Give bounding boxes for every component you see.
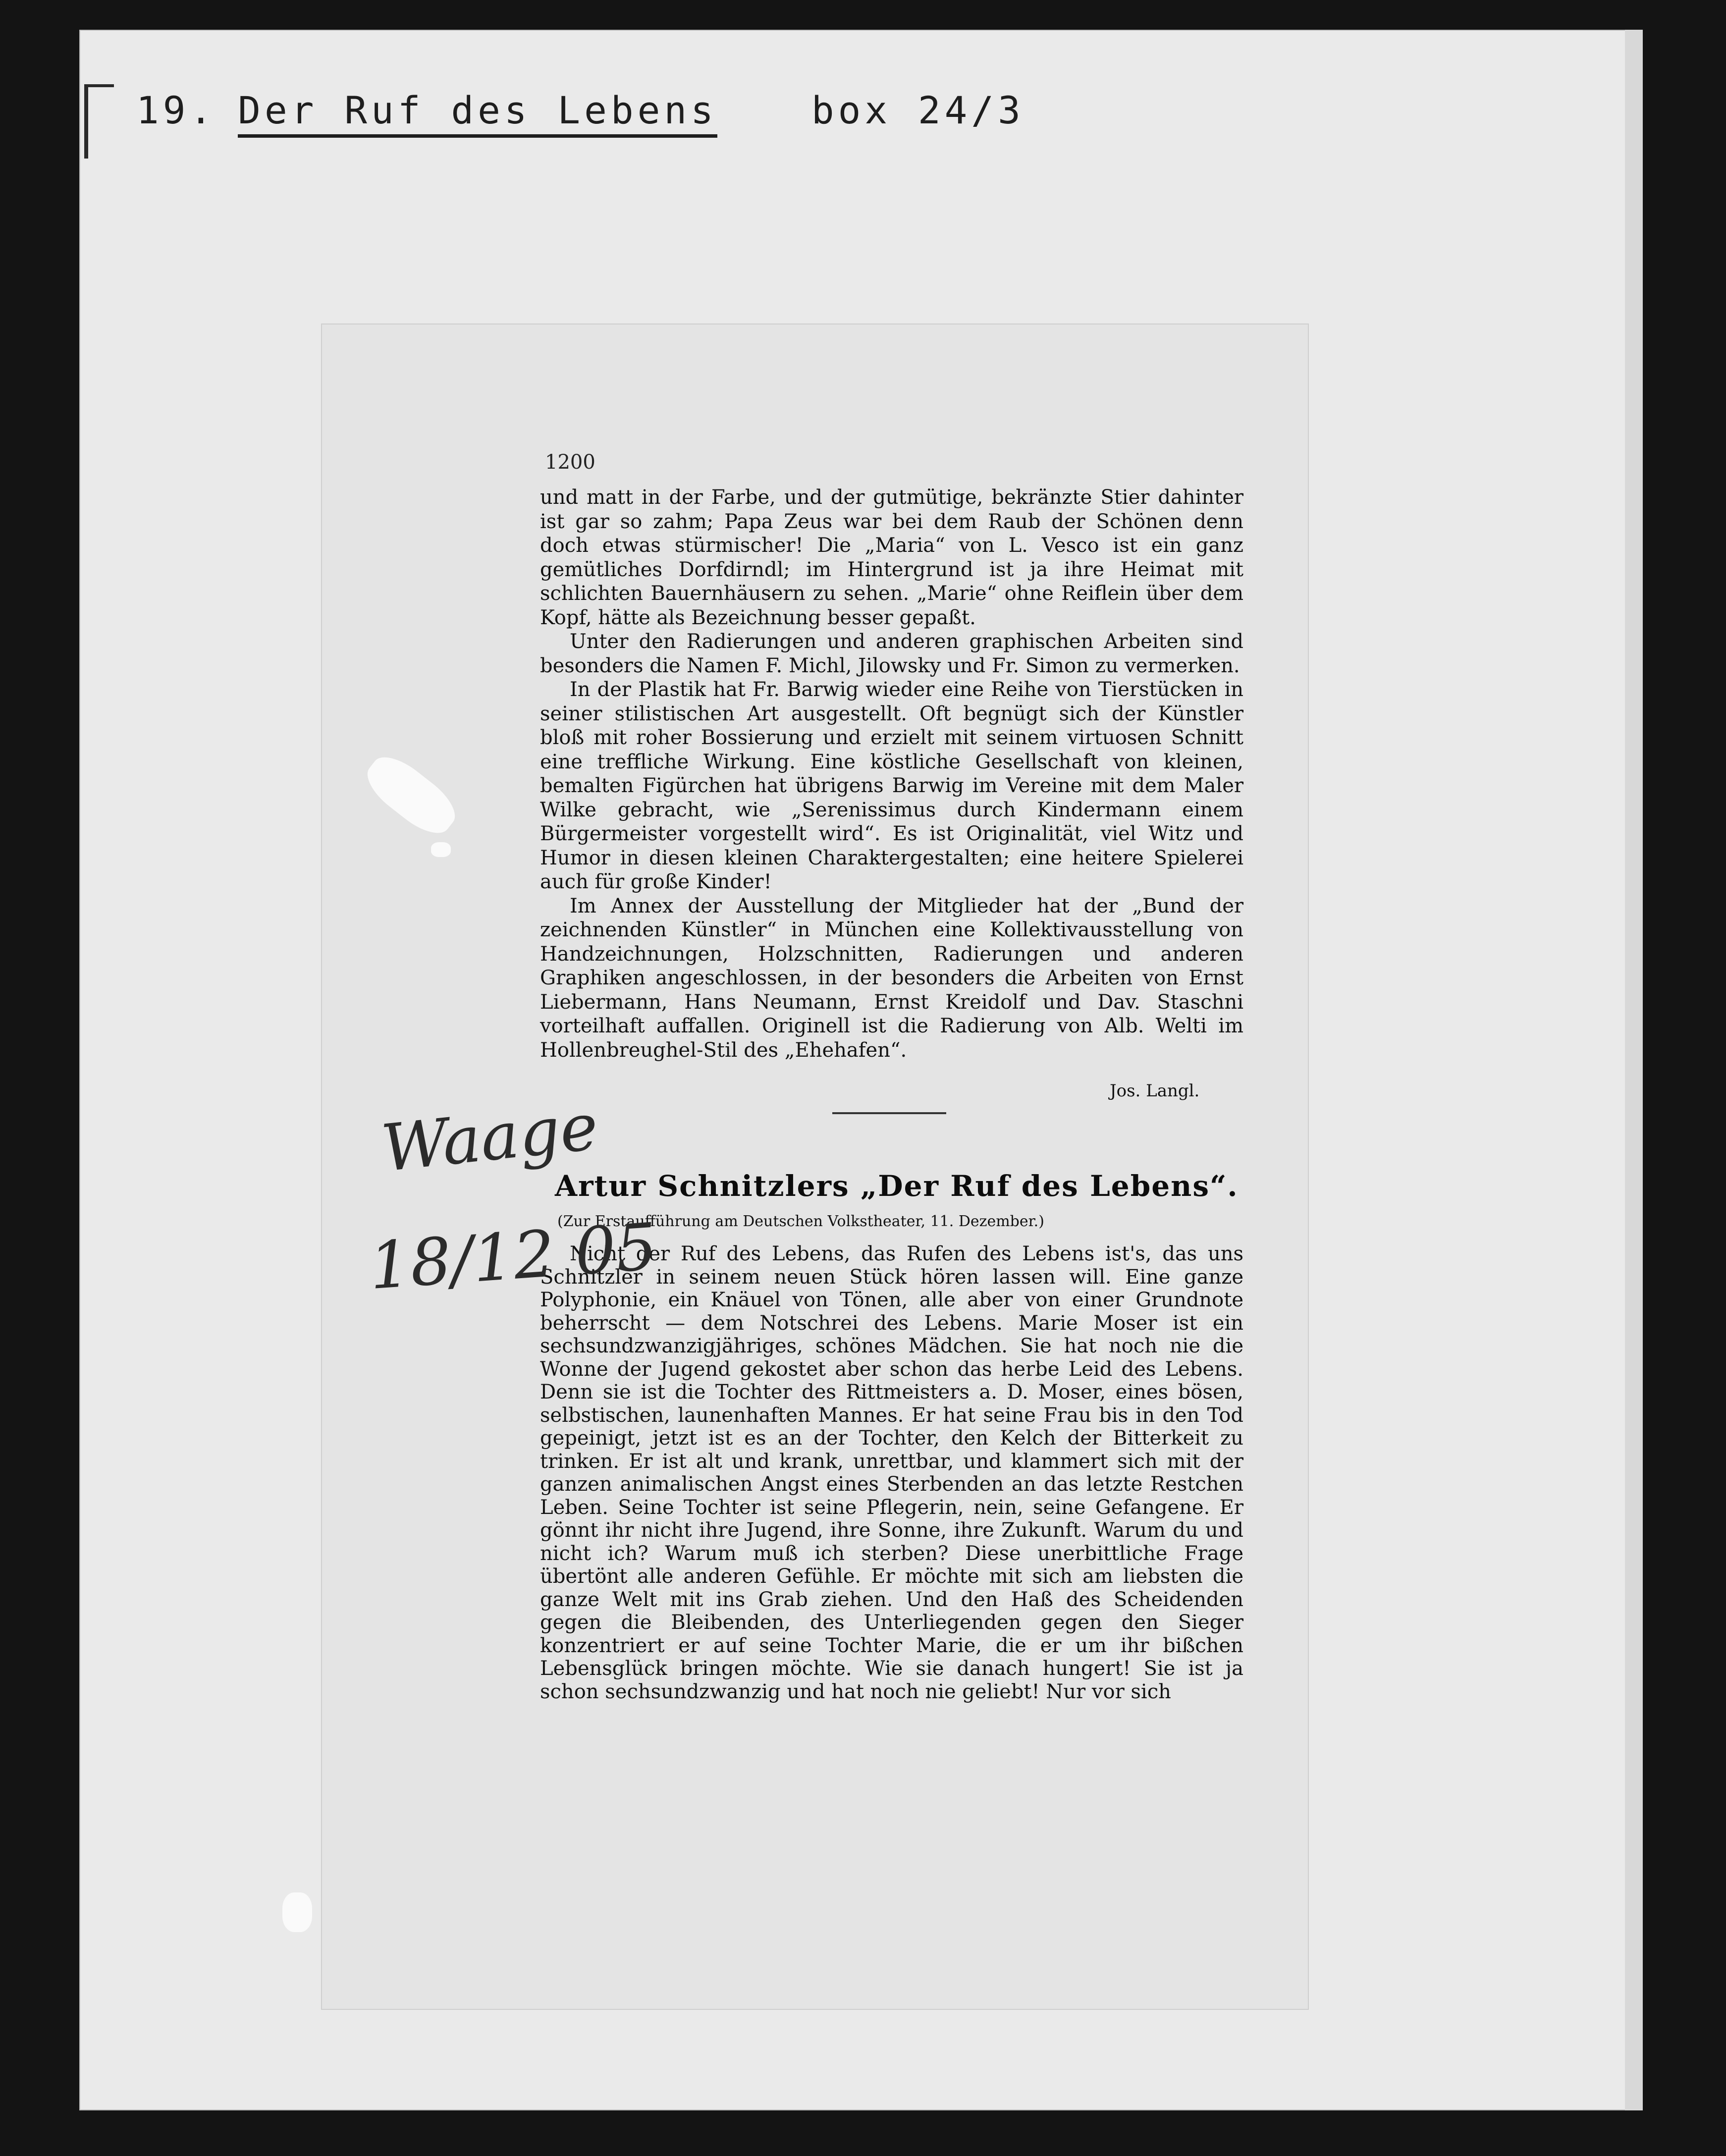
handwritten-source-note: Waage: [378, 1088, 602, 1186]
review-author: Jos. Langl.: [1110, 1081, 1200, 1101]
folder-tab-mark-top: [84, 84, 114, 87]
review-paragraph: und matt in der Farbe, und der gutmütige, bekränzte Stier dahinter ist gar so zahm; Papa Zeus war bei dem Raub der Schönen denn doch etwas stürmischer! Die „Maria“ von L. Vesco ist ein ganz gemütliches Dorfdirndl; im Hintergrund ist ja ihre Heimat mit schlichten Bauernhäusern zu sehen. „Marie“ ohne Reiflein über dem Kopf, hätte als Bezeichnung besser gepaßt.: [540, 486, 1243, 629]
folder-header: [136, 88, 1025, 132]
review-paragraph: Unter den Radierungen und anderen graphischen Arbeiten sind besonders die Namen F. Michl, Jilowsky und Fr. Simon zu vermerken.: [540, 630, 1243, 677]
article-column: [540, 1242, 1243, 1703]
review-paragraph: In der Plastik hat Fr. Barwig wieder eine Reihe von Tierstücken in seiner stilistischen Art ausgestellt. Oft begnügt sich der Künstler bloß mit roher Bossierung und erzielt mit seinem virtuosen Schnitt eine treffliche Wirkung. Eine köstliche Gesellschaft von kleinen, bemalten Figürchen hat übrigens Barwig im Vereine mit dem Maler Wilke gebracht, wie „Serenissimus durch Kindermann einem Bürgermeister vorgestellt wird“. Es ist Originalität, viel Witz und Humor in diesen kleinen Charaktergestalten; eine heitere Spielerei auch für große Kinder!: [540, 678, 1243, 893]
paper-damage-mark: [282, 1892, 312, 1932]
page-number: 1200: [545, 451, 595, 474]
section-divider: [832, 1112, 946, 1114]
article-paragraph: Nicht der Ruf des Lebens, das Rufen des Lebens ist's, das uns Schnitzler in seinem neuen Stück hören lassen will. Eine ganze Polyphonie, ein Knäuel von Tönen, alle aber von einer Grundnote beherrscht — dem Notschrei des Lebens. Marie Moser ist ein sechsundzwanzigjähriges, schönes Mädchen. Sie hat noch nie die Wonne der Jugend gekostet aber schon das herbe Leid des Lebens. Denn sie ist die Tochter des Rittmeisters a. D. Moser, eines bösen, selbstischen, launenhaften Mannes. Er hat seine Frau bis in den Tod gepeinigt, jetzt ist es an der Tochter, den Kelch der Bitterkeit zu trinken. Er ist alt und krank, unrettbar, und klammert sich mit der ganzen animalischen Angst eines Sterbenden an das letzte Restchen Leben. Seine Tochter ist seine Pflegerin, nein, seine Gefangene. Er gönnt ihr nicht ihre Jugend, ihre Sonne, ihre Zukunft. Warum du und nicht ich? Warum muß ich sterben? Diese unerbittliche Frage übertönt alle anderen Gefühle. Er möchte mit sich am liebsten die ganze Welt mit ins Grab ziehen. Und den Haß des Scheidenden gegen die Bleibenden, des Unterliegenden gegen den Sieger konzentriert er auf seine Tochter Marie, die er um ihr bißchen Lebensglück bringen möchte. Wie sie danach hungert! Sie ist ja schon sechsundzwanzig und hat noch nie geliebt! Nur vor sich: [540, 1242, 1243, 1703]
folder-tab-mark: [84, 84, 88, 159]
article-title: Artur Schnitzlers „Der Ruf des Lebens“.: [555, 1169, 1239, 1203]
article-subtitle: (Zur Erstaufführung am Deutschen Volkstheater, 11. Dezember.): [557, 1213, 1044, 1230]
folder-number: 19.: [136, 88, 216, 132]
review-paragraph: Im Annex der Ausstellung der Mitglieder hat der „Bund der zeichnenden Künstler“ in München eine Kollektivausstellung von Handzeichnungen, Holzschnitten, Radierungen und anderen Graphiken angeschlossen, in der besonders die Arbeiten von Ernst Liebermann, Hans Neumann, Ernst Kreidolf und Dav. Staschni vorteilhaft auffallen. Originell ist die Radierung von Alb. Welti im Hollenbreughel-Stil des „Ehehafen“.: [540, 894, 1243, 1062]
box-label: box 24/3: [811, 88, 1025, 132]
sheet-edge: [1625, 30, 1643, 2110]
folder-title: Der Ruf des Lebens: [238, 88, 717, 138]
review-column: [540, 485, 1243, 1062]
handwritten-date-note: 18/12 05: [367, 1208, 659, 1304]
paper-damage-mark: [431, 842, 451, 857]
